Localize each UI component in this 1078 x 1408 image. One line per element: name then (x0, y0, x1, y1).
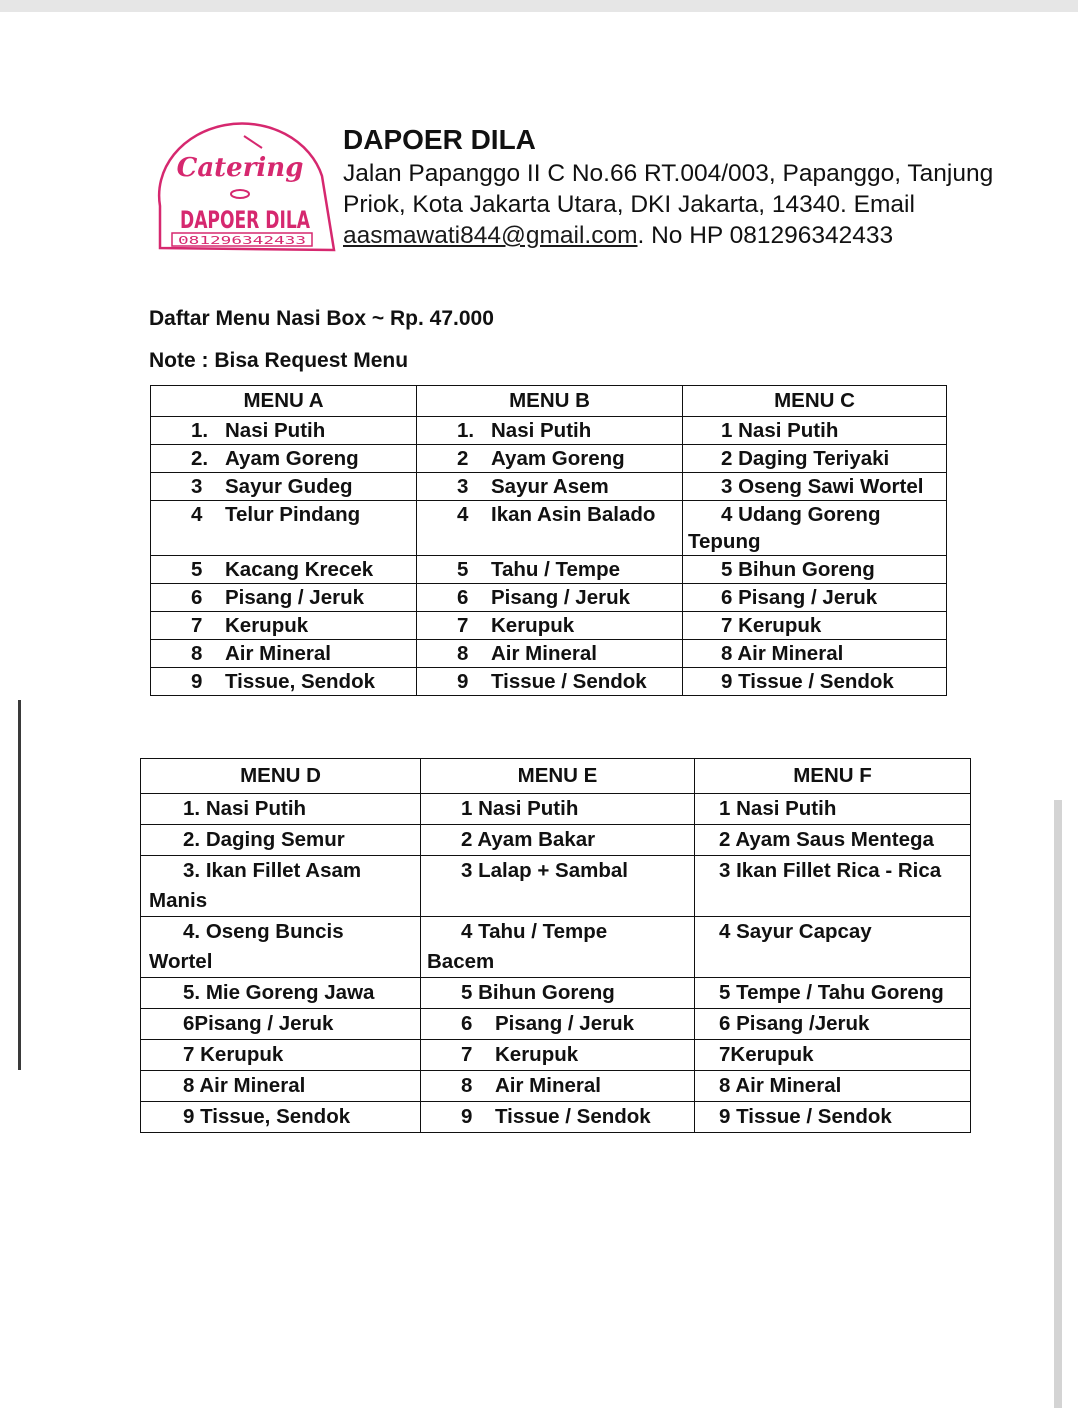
menu-e-item-3: 3 Lalap + Sambal (421, 856, 695, 917)
table-row (151, 668, 947, 696)
menu-e-item-5: 5 Bihun Goreng (421, 978, 695, 1009)
menu-c-item-6: 6 Pisang / Jeruk (683, 584, 947, 612)
menu-d-header: MENU D (141, 759, 421, 794)
table-row (151, 501, 947, 556)
menu-c-item-8: 8 Air Mineral (683, 640, 947, 668)
menu-b-item-4: 4 Ikan Asin Balado (417, 501, 683, 556)
table-row (151, 417, 947, 445)
menu-c-item-9: 9 Tissue / Sendok (683, 668, 947, 696)
menu-c-header: MENU C (683, 386, 947, 417)
email-link[interactable]: aasmawati844@gmail.com (343, 222, 638, 249)
menu-c-item-4: 4 Udang Goreng Tepung (683, 501, 947, 556)
menu-e-item-2: 2 Ayam Bakar (421, 825, 695, 856)
menu-a-header: MENU A (151, 386, 417, 417)
menu-d-item-4: 4. Oseng Buncis Wortel (141, 917, 421, 978)
menu-f-item-2: 2 Ayam Saus Mentega (695, 825, 971, 856)
table-header-row (151, 386, 947, 417)
menu-table-a-b-c (150, 385, 947, 696)
menu-b-item-5: 5 Tahu / Tempe (417, 556, 683, 584)
company-header (343, 124, 1023, 251)
menu-f-item-9: 9 Tissue / Sendok (695, 1102, 971, 1133)
menu-e-item-8: 8 Air Mineral (421, 1071, 695, 1102)
table-row (141, 1009, 971, 1040)
menu-b-item-7: 7 Kerupuk (417, 612, 683, 640)
menu-d-item-5: 5. Mie Goreng Jawa (141, 978, 421, 1009)
menu-f-header: MENU F (695, 759, 971, 794)
menu-d-item-3: 3. Ikan Fillet Asam Manis (141, 856, 421, 917)
menu-a-item-4: 4 Telur Pindang (151, 501, 417, 556)
menu-note: Note : Bisa Request Menu (149, 349, 409, 372)
scan-edge-line-right (1054, 800, 1062, 1408)
table-row (141, 978, 971, 1009)
menu-a-item-1: 1. Nasi Putih (151, 417, 417, 445)
table-row (151, 640, 947, 668)
menu-a-item-5: 5 Kacang Krecek (151, 556, 417, 584)
menu-c-item-1: 1 Nasi Putih (683, 417, 947, 445)
table-row (151, 584, 947, 612)
menu-b-item-2: 2 Ayam Goreng (417, 445, 683, 473)
menu-table-d-e-f (140, 758, 971, 1133)
address-line-3 (343, 220, 1023, 251)
address-line-1: Jalan Papanggo II C No.66 RT.004/003, Papanggo, Tanjung (343, 160, 994, 187)
menu-d-item-8: 8 Air Mineral (141, 1071, 421, 1102)
menu-d-item-7: 7 Kerupuk (141, 1040, 421, 1071)
phone-text: . No HP 081296342433 (637, 222, 894, 249)
menu-d-item-6: 6Pisang / Jeruk (141, 1009, 421, 1040)
menu-f-item-8: 8 Air Mineral (695, 1071, 971, 1102)
catering-logo (152, 128, 334, 252)
menu-f-item-4: 4 Sayur Capcay (695, 917, 971, 978)
menu-f-item-3: 3 Ikan Fillet Rica - Rica (695, 856, 971, 917)
address-line-2: Priok, Kota Jakarta Utara, DKI Jakarta, 14340. Email (343, 191, 915, 218)
menu-c-item-7: 7 Kerupuk (683, 612, 947, 640)
spoon-icon (231, 190, 249, 198)
page-top-strip (0, 0, 1078, 12)
table-row (141, 794, 971, 825)
menu-e-item-6: 6 Pisang / Jeruk (421, 1009, 695, 1040)
menu-c-item-3: 3 Oseng Sawi Wortel (683, 473, 947, 501)
menu-f-item-7: 7Kerupuk (695, 1040, 971, 1071)
menu-b-item-6: 6 Pisang / Jeruk (417, 584, 683, 612)
menu-e-item-7: 7 Kerupuk (421, 1040, 695, 1071)
menu-a-item-6: 6 Pisang / Jeruk (151, 584, 417, 612)
menu-a-item-8: 8 Air Mineral (151, 640, 417, 668)
menu-f-item-1: 1 Nasi Putih (695, 794, 971, 825)
logo-brand-text: DAPOER DILA (180, 206, 311, 234)
logo-script-text: Catering (176, 153, 304, 183)
menu-e-item-9: 9 Tissue / Sendok (421, 1102, 695, 1133)
menu-a-item-9: 9 Tissue, Sendok (151, 668, 417, 696)
menu-b-header: MENU B (417, 386, 683, 417)
menu-e-header: MENU E (421, 759, 695, 794)
menu-a-item-2: 2. Ayam Goreng (151, 445, 417, 473)
table-row (151, 473, 947, 501)
menu-d-item-9: 9 Tissue, Sendok (141, 1102, 421, 1133)
menu-b-item-1: 1. Nasi Putih (417, 417, 683, 445)
menu-e-item-1: 1 Nasi Putih (421, 794, 695, 825)
menu-d-item-2: 2. Daging Semur (141, 825, 421, 856)
menu-d-item-1: 1. Nasi Putih (141, 794, 421, 825)
table-row (141, 825, 971, 856)
logo-phone-text: 081296342433 (178, 234, 306, 247)
scan-edge-line-left (18, 700, 21, 1070)
menu-a-item-3: 3 Sayur Gudeg (151, 473, 417, 501)
menu-b-item-8: 8 Air Mineral (417, 640, 683, 668)
table-header-row (141, 759, 971, 794)
table-row (151, 556, 947, 584)
table-row (141, 1071, 971, 1102)
menu-e-item-4: 4 Tahu / Tempe Bacem (421, 917, 695, 978)
menu-a-item-7: 7 Kerupuk (151, 612, 417, 640)
table-row (151, 445, 947, 473)
menu-f-item-6: 6 Pisang /Jeruk (695, 1009, 971, 1040)
company-name: DAPOER DILA (343, 124, 536, 155)
table-row (141, 1040, 971, 1071)
menu-b-item-9: 9 Tissue / Sendok (417, 668, 683, 696)
table-row (141, 917, 971, 978)
table-row (141, 856, 971, 917)
menu-c-item-2: 2 Daging Teriyaki (683, 445, 947, 473)
table-row (141, 1102, 971, 1133)
menu-c-item-5: 5 Bihun Goreng (683, 556, 947, 584)
menu-title: Daftar Menu Nasi Box ~ Rp. 47.000 (149, 307, 494, 330)
menu-b-item-3: 3 Sayur Asem (417, 473, 683, 501)
table-row (151, 612, 947, 640)
menu-f-item-5: 5 Tempe / Tahu Goreng (695, 978, 971, 1009)
